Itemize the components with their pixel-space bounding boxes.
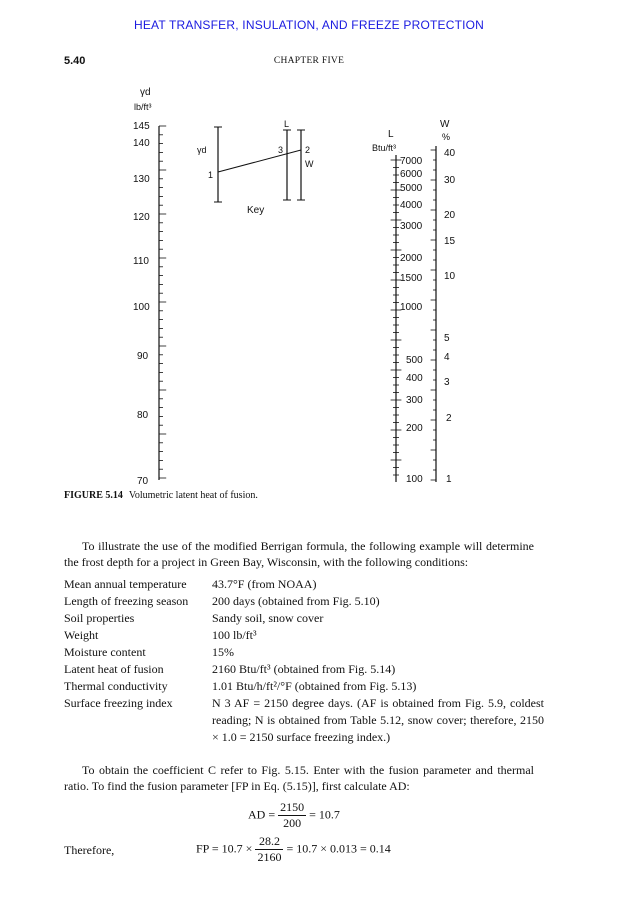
gamma-scale-labels	[133, 121, 150, 487]
w-label: 30	[444, 175, 456, 186]
gamma-label: 145	[133, 121, 150, 132]
w-label: 4	[444, 352, 450, 363]
key-w-symbol: W	[305, 159, 314, 169]
w-label: 5	[444, 333, 450, 344]
condition-row	[64, 576, 544, 593]
w-scale-unit: %	[442, 132, 451, 142]
l-label: 1000	[400, 302, 423, 313]
l-label: 500	[406, 355, 423, 366]
l-label: 3000	[400, 221, 423, 232]
eq-ad-denominator: 200	[283, 816, 302, 830]
gamma-label: 140	[133, 138, 150, 149]
page-number: 5.40	[64, 55, 86, 67]
w-scale-ticks	[431, 150, 436, 480]
key-gamma-symbol: γd	[197, 145, 207, 155]
paragraph-fusion-parameter: To obtain the coefficient C refer to Fig. 5.15. Enter with the fusion parameter and thermal ratio. To find the fusion parameter [FP in Eq. (5.15)], first calculate AD:	[64, 763, 534, 793]
conditions-list	[64, 576, 544, 746]
condition-row	[64, 695, 544, 746]
gamma-label: 100	[133, 302, 150, 313]
condition-label: Latent heat of fusion	[64, 662, 164, 676]
figure-label: FIGURE 5.14	[64, 490, 123, 501]
condition-label: Weight	[64, 628, 99, 642]
figure-caption	[64, 490, 258, 501]
condition-row	[64, 610, 544, 627]
gamma-scale-ticks	[159, 126, 166, 478]
condition-label: Moisture content	[64, 645, 146, 659]
l-label: 4000	[400, 200, 423, 211]
w-label: 15	[444, 236, 456, 247]
gamma-label: 70	[137, 476, 149, 487]
gamma-label: 80	[137, 410, 149, 421]
w-label: 2	[446, 413, 452, 424]
eq-ad-numerator: 2150	[280, 800, 305, 814]
running-head: HEAT TRANSFER, INSULATION, AND FREEZE PROTECTION	[133, 18, 485, 32]
key-l-symbol: L	[284, 119, 290, 129]
w-scale-symbol: W	[440, 119, 450, 130]
eq-ad-lhs: AD =	[248, 807, 276, 822]
key-point-1: 1	[208, 170, 214, 180]
condition-value: 43.7°F (from NOAA)	[212, 577, 317, 591]
gamma-label: 110	[133, 256, 149, 267]
w-label: 20	[444, 210, 456, 221]
condition-row	[64, 593, 544, 610]
equation-ad	[248, 800, 340, 831]
condition-label: Surface freezing index	[64, 696, 173, 710]
eq-fp-numerator: 28.2	[255, 834, 283, 850]
l-scale-unit: Btu/ft³	[372, 143, 397, 153]
w-label: 40	[444, 148, 456, 159]
condition-value: 200 days (obtained from Fig. 5.10)	[212, 594, 380, 608]
l-label: 6000	[400, 169, 423, 180]
l-label: 5000	[400, 183, 423, 194]
w-label: 10	[444, 271, 456, 282]
w-label: 3	[444, 377, 450, 388]
eq-fp-lhs: FP = 10.7 ×	[196, 841, 253, 856]
condition-value: Sandy soil, snow cover	[212, 611, 324, 625]
eq-ad-rhs: = 10.7	[309, 807, 340, 822]
key-title: Key	[247, 205, 265, 216]
condition-value: 1.01 Btu/h/ft²/°F (obtained from Fig. 5.13)	[212, 679, 417, 693]
gamma-label: 90	[137, 351, 149, 362]
l-label: 1500	[400, 273, 423, 284]
key-diagram	[197, 119, 314, 216]
eq-fp-denominator: 2160	[257, 850, 282, 864]
eq-fp-rhs: = 10.7 × 0.013 = 0.14	[286, 841, 391, 856]
condition-row	[64, 678, 544, 695]
eq-fp-label: Therefore,	[64, 843, 115, 857]
w-scale-labels	[444, 148, 456, 485]
condition-row	[64, 661, 544, 678]
condition-value: N 3 AF = 2150 degree days. (AF is obtained from Fig. 5.9, coldest reading; N is obtained from Table 5.12, snow cover; therefore, 2150 × 1.0 = 2150 surface freezing index.)	[212, 696, 544, 744]
eq-ad-fraction	[278, 800, 306, 831]
gamma-scale-symbol: γd	[140, 87, 151, 98]
l-label: 7000	[400, 156, 423, 167]
condition-label: Thermal conductivity	[64, 679, 168, 693]
condition-label: Length of freezing season	[64, 594, 189, 608]
l-label: 300	[406, 395, 423, 406]
eq-fp-fraction	[255, 834, 283, 865]
condition-label: Soil properties	[64, 611, 135, 625]
gamma-label: 130	[133, 174, 150, 185]
condition-value: 15%	[212, 645, 234, 659]
chapter-title: CHAPTER FIVE	[273, 56, 345, 66]
l-label: 200	[406, 423, 423, 434]
condition-row	[64, 627, 544, 644]
l-label: 2000	[400, 253, 423, 264]
gamma-scale-unit: lb/ft³	[134, 102, 152, 112]
condition-row	[64, 644, 544, 661]
w-label: 1	[446, 474, 452, 485]
key-point-3: 3	[278, 145, 284, 155]
condition-value: 100 lb/ft³	[212, 628, 257, 642]
gamma-label: 120	[133, 212, 150, 223]
key-point-2: 2	[305, 145, 311, 155]
l-scale-symbol: L	[388, 129, 394, 140]
l-label: 400	[406, 373, 423, 384]
figure-caption-text: Volumetric latent heat of fusion.	[128, 490, 258, 501]
condition-label: Mean annual temperature	[64, 577, 187, 591]
condition-value: 2160 Btu/ft³ (obtained from Fig. 5.14)	[212, 662, 396, 676]
equation-fp	[196, 834, 391, 865]
l-label: 100	[406, 474, 423, 485]
l-scale-labels	[400, 156, 423, 485]
intro-paragraph: To illustrate the use of the modified Berrigan formula, the following example will determine the frost depth for a project in Green Bay, Wisconsin, with the following conditions:	[64, 539, 534, 569]
